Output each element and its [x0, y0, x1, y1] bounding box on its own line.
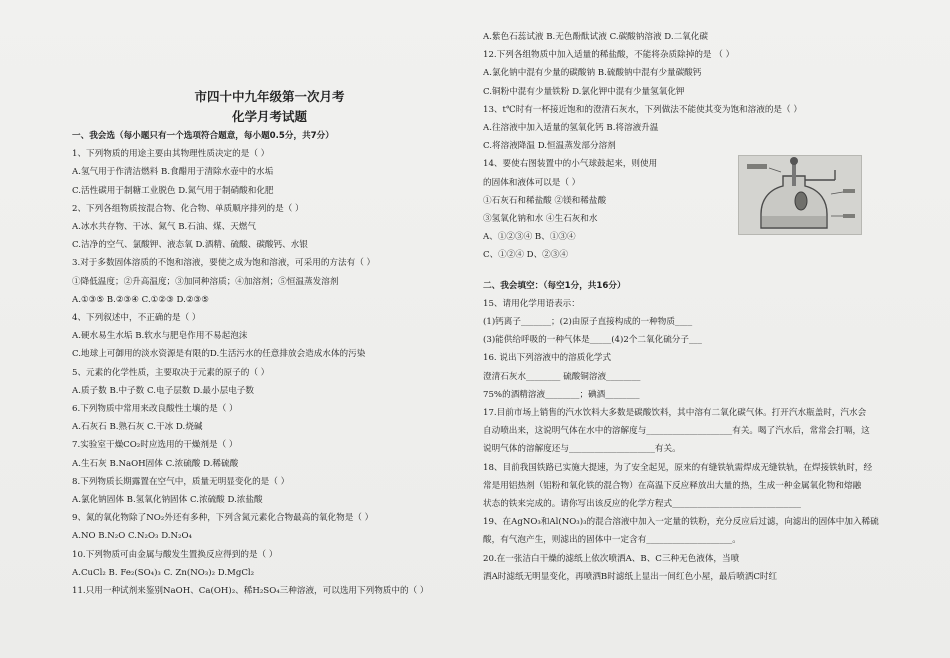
- question-line: C.铜粉中混有少量铁粉 D.氯化钾中混有少量氢氧化钾: [483, 86, 685, 97]
- question-line: 8.下列物质长期露置在空气中，质量无明显变化的是（ ）: [72, 476, 290, 487]
- question-line: 的固体和液体可以是（ ）: [483, 177, 581, 188]
- question-line: ①降低温度；②升高温度；③加同种溶质；④加溶剂；⑤恒温蒸发溶剂: [72, 276, 339, 287]
- question-line: A、①②③④ B、①③④: [483, 232, 576, 243]
- question-line: A.质子数 B.中子数 C.电子层数 D.最小层电子数: [72, 385, 254, 396]
- question-line: 9、氮的氧化物除了NO₂外还有多种，下列含氮元素化合物最高的氧化物是（ ）: [72, 513, 374, 524]
- question-14: [483, 155, 908, 264]
- question-line: 洒A时滤纸无明显变化，再喷洒B时滤纸上显出一间红色小屋，最后喷洒C时红: [483, 571, 778, 582]
- left-column: [72, 87, 467, 600]
- question-line: 澄清石灰水________ 硫酸铜溶液________: [483, 371, 641, 382]
- question-line: A.往溶液中加入适量的氢氧化钙 B.将溶液升温: [483, 123, 659, 134]
- question-line: C.洁净的空气、氯酸钾、液态氧 D.酒精、硫酸、碳酸钙、水银: [72, 240, 308, 251]
- question-line: 75%的酒精溶液________；碘酒________: [483, 389, 640, 400]
- exam-subtitle: 化学月考试题: [231, 109, 307, 124]
- question-line: 3.对于多数固体溶质的不饱和溶液，要使之成为饱和溶液，可采用的方法有（ ）: [72, 258, 376, 269]
- question-line: A.①③⑤ B.②③④ C.①②③ D.②③⑤: [72, 294, 209, 305]
- question-line: 自动喷出来，这说明气体在水中的溶解度与____________________有关。喝了汽水后，常常会打嗝，这: [483, 426, 870, 437]
- question-line: A.石灰石 B.熟石灰 C.干冰 D.烧碱: [72, 422, 203, 433]
- question-line: 酸，有气泡产生，则滤出的固体中一定含有____________________。: [483, 535, 741, 546]
- question-line: 1、下列物质的用途主要由其物理性质决定的是（ ）: [72, 149, 270, 160]
- apparatus-drawing: [739, 156, 861, 234]
- question-line: 7.实验室干燥CO₂时应选用的干燥剂是（ ）: [72, 440, 238, 451]
- question-line: A.生石灰 B.NaOH固体 C.浓硫酸 D.稀硫酸: [72, 458, 239, 469]
- right-column: [483, 28, 908, 586]
- question-line: 18、目前我国铁路已实施大提速，为了安全起见，原来的有缝铁轨需焊成无缝铁轨，在焊接铁轨时，经: [483, 462, 873, 473]
- question-line: C.将溶液降温 D.恒温蒸发部分溶剂: [483, 141, 616, 152]
- question-line: 13、t℃时有一杯接近饱和的澄清石灰水，下列做法不能使其变为饱和溶液的是（ ）: [483, 104, 802, 115]
- question-line: ③氢氧化钠和水 ④生石灰和水: [483, 214, 598, 225]
- question-line: 说明气体的溶解度还与____________________有关。: [483, 444, 681, 455]
- question-line: A.硬水易生水垢 B.软水与肥皂作用不易起泡沫: [72, 331, 248, 342]
- question-line: 11.只用一种试剂来鉴别NaOH、Ca(OH)₂、稀H₂SO₄三种溶液，可以选用下列物质中的（ ）: [72, 586, 429, 597]
- question-line: A.氯化钠中混有少量的碳酸钠 B.硫酸钠中混有少量碳酸钙: [483, 68, 702, 79]
- balloon-apparatus-figure: [738, 155, 862, 235]
- section-2-heading: 二、我会填空：（每空1分，共16分）: [483, 280, 626, 291]
- question-line: 15、请用化学用语表示：: [483, 298, 580, 309]
- question-line: C、①②④ D、②③④: [483, 250, 568, 261]
- question-line: 14、要使右图装置中的小气球鼓起来，则使用: [483, 159, 658, 170]
- question-line: 19、在AgNO₃和Al(NO₃)₃的混合溶液中加入一定量的铁粉，充分反应后过滤，向滤出的固体中加入稀硫: [483, 517, 879, 528]
- question-line: A.氯化钠固体 B.氢氧化钠固体 C.浓硫酸 D.浓盐酸: [72, 495, 263, 506]
- question-line: C.地球上可御用的淡水资源是有限的D.生活污水的任意排放会造成水体的污染: [72, 349, 366, 360]
- question-line: A.紫色石蕊试液 B.无色酚酞试液 C.碳酸钠溶液 D.二氧化碳: [483, 32, 708, 42]
- question-line: 状态的铁来完成的。请你写出该反应的化学方程式______________________________: [483, 499, 801, 510]
- question-line: C.活性碳用于制糖工业脱色 D.氮气用于制硝酸和化肥: [72, 185, 274, 196]
- section-1-heading: 一、我会选（每小题只有一个选项符合题意，每小题0.5分，共7分）: [72, 131, 334, 141]
- question-line: 20.在一张洁白干燥的滤纸上依次喷洒A、B、C三种无色液体，当喷: [483, 553, 740, 564]
- question-line: 12.下列各组物质中加入适量的稀盐酸，不能将杂质除掉的是 （ ）: [483, 50, 735, 61]
- question-line: 5、元素的化学性质，主要取决于元素的原子的（ ）: [72, 367, 270, 378]
- exam-title: 市四十中九年级第一次月考: [194, 89, 345, 104]
- question-line: 常是用铝热剂（铝粉和氧化铁的混合物）在高温下反应释放出大量的热，生成一种金属氧化物和熔融: [483, 480, 862, 491]
- question-line: 4、下列叙述中，不正确的是（ ）: [72, 313, 201, 324]
- question-line: A.NO B.N₂O C.N₂O₃ D.N₂O₄: [72, 531, 192, 542]
- question-line: 16. 说出下列溶液中的溶质化学式: [483, 353, 612, 364]
- question-line: A.氢气用于作清洁燃料 B.食醋用于清除水壶中的水垢: [72, 167, 274, 178]
- question-line: 17.目前市场上销售的汽水饮料大多数是碳酸饮料，其中溶有二氧化碳气体。打开汽水瓶盖时，汽水会: [483, 408, 867, 419]
- question-line: (1)钙离子_______；(2)由原子直接构成的一种物质____: [483, 317, 693, 328]
- question-line: (3)能供给呼吸的一种气体是_____(4)2个二氧化硫分子___: [483, 335, 702, 346]
- question-line: 6.下列物质中常用来改良酸性土壤的是（ ）: [72, 404, 238, 415]
- question-line: A.CuCl₂ B. Fe₂(SO₄)₃ C. Zn(NO₃)₂ D.MgCl₂: [72, 567, 255, 578]
- question-line: A.冰水共存物、干冰、氮气 B.石油、煤、天燃气: [72, 222, 256, 233]
- question-line: 2、下列各组物质按混合物、化合物、单质顺序排列的是（ ）: [72, 203, 304, 214]
- question-line: ①石灰石和稀盐酸 ②镁和稀盐酸: [483, 195, 607, 206]
- question-line: 10.下列物质可由金属与酸发生置换反应得到的是（ ）: [72, 549, 278, 560]
